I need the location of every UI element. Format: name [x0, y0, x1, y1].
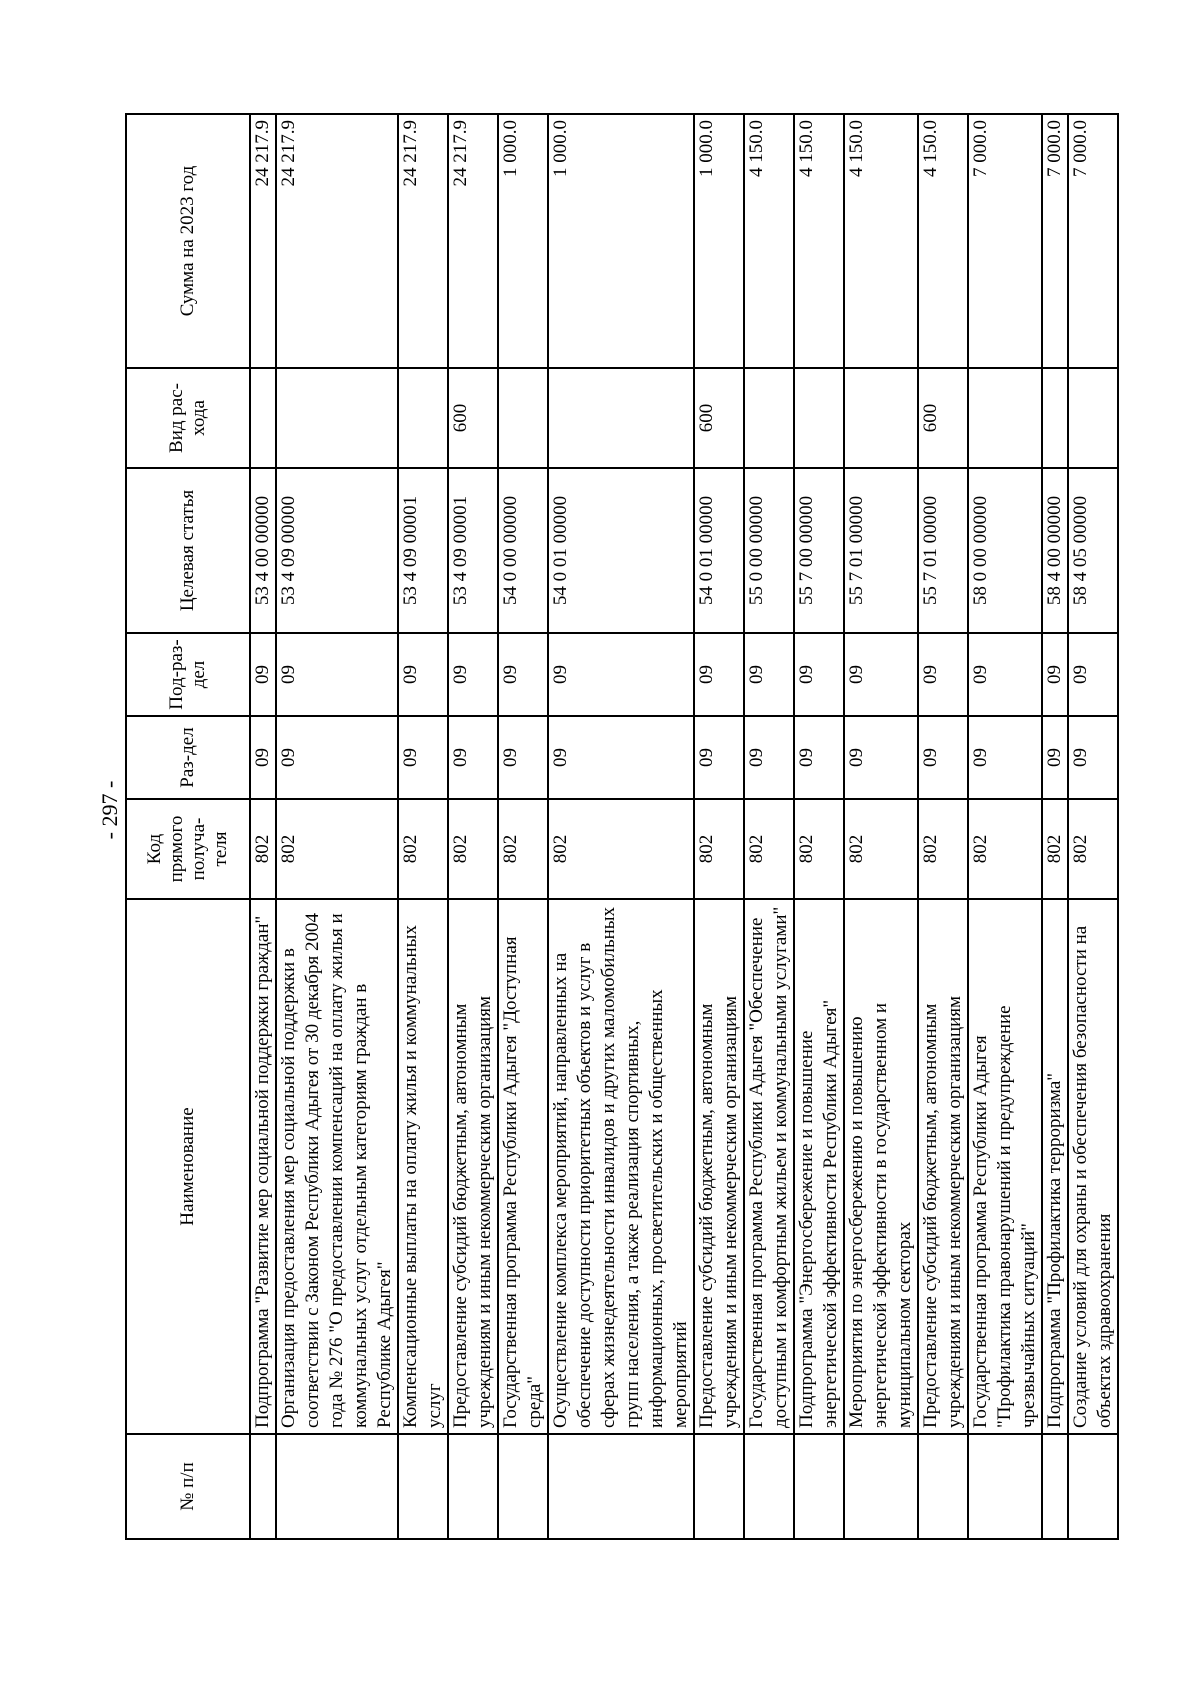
table-row	[694, 114, 744, 1539]
table-row	[548, 114, 694, 1539]
cell-subsection: 09	[844, 633, 918, 716]
cell-section: 09	[1068, 716, 1118, 799]
cell-article: 54 0 00 00000	[498, 468, 548, 633]
cell-article: 58 4 05 00000	[1068, 468, 1118, 633]
cell-article: 53 4 09 00001	[448, 468, 498, 633]
header-amount: Сумма на 2023 год	[126, 114, 250, 368]
table-row	[398, 114, 448, 1539]
cell-section: 09	[918, 716, 968, 799]
cell-name: Предоставление субсидий бюджетным, автономным учреждениям и иным некоммерческим организациям	[448, 899, 498, 1434]
table-row	[1042, 114, 1068, 1539]
table-row	[744, 114, 794, 1539]
cell-expense	[794, 368, 844, 468]
header-subsection: Под-раз-дел	[126, 633, 250, 716]
cell-num	[794, 1434, 844, 1539]
cell-amount: 4 150.0	[918, 114, 968, 368]
cell-num	[918, 1434, 968, 1539]
cell-article: 55 7 00 00000	[794, 468, 844, 633]
cell-article: 55 0 00 00000	[744, 468, 794, 633]
cell-section: 09	[744, 716, 794, 799]
cell-amount: 7 000.0	[1042, 114, 1068, 368]
cell-name: Создание условий для охраны и обеспечения безопасности на объектах здравоохранения	[1068, 899, 1118, 1434]
cell-section: 09	[548, 716, 694, 799]
cell-num	[968, 1434, 1042, 1539]
cell-section: 09	[498, 716, 548, 799]
table-row	[250, 114, 276, 1539]
cell-name: Государственная программа Республики Адыгея "Доступная среда"	[498, 899, 548, 1434]
cell-recipient: 802	[398, 799, 448, 899]
cell-subsection: 09	[276, 633, 398, 716]
cell-amount: 4 150.0	[844, 114, 918, 368]
cell-subsection: 09	[694, 633, 744, 716]
budget-table	[125, 113, 1119, 1540]
cell-num	[744, 1434, 794, 1539]
header-num: № п/п	[126, 1434, 250, 1539]
cell-section: 09	[398, 716, 448, 799]
cell-subsection: 09	[1042, 633, 1068, 716]
cell-amount: 1 000.0	[498, 114, 548, 368]
cell-section: 09	[250, 716, 276, 799]
cell-section: 09	[694, 716, 744, 799]
cell-amount: 7 000.0	[968, 114, 1042, 368]
table-row	[844, 114, 918, 1539]
cell-num	[276, 1434, 398, 1539]
table-row	[448, 114, 498, 1539]
cell-section: 09	[448, 716, 498, 799]
cell-subsection: 09	[1068, 633, 1118, 716]
cell-article: 53 4 09 00001	[398, 468, 448, 633]
header-recipient: Код прямого получа-теля	[126, 799, 250, 899]
cell-name: Государственная программа Республики Адыгея "Обеспечение доступным и комфортным жильем и коммунальными услугами"	[744, 899, 794, 1434]
cell-article: 58 4 00 00000	[1042, 468, 1068, 633]
cell-subsection: 09	[968, 633, 1042, 716]
cell-amount: 7 000.0	[1068, 114, 1118, 368]
header-name: Наименование	[126, 899, 250, 1434]
cell-section: 09	[844, 716, 918, 799]
cell-recipient: 802	[1042, 799, 1068, 899]
cell-num	[498, 1434, 548, 1539]
cell-name: Предоставление субсидий бюджетным, автономным учреждениям и иным некоммерческим организациям	[918, 899, 968, 1434]
cell-recipient: 802	[498, 799, 548, 899]
cell-expense	[1042, 368, 1068, 468]
header-article: Целевая статья	[126, 468, 250, 633]
table-row	[918, 114, 968, 1539]
cell-recipient: 802	[844, 799, 918, 899]
cell-recipient: 802	[918, 799, 968, 899]
table-body	[250, 114, 1118, 1539]
cell-recipient: 802	[1068, 799, 1118, 899]
cell-section: 09	[1042, 716, 1068, 799]
cell-amount: 1 000.0	[694, 114, 744, 368]
cell-name: Мероприятия по энергосбережению и повышению энергетической эффективности в государственном и муниципальном секторах	[844, 899, 918, 1434]
cell-name: Подпрограмма "Профилактика терроризма"	[1042, 899, 1068, 1434]
cell-amount: 1 000.0	[548, 114, 694, 368]
cell-recipient: 802	[276, 799, 398, 899]
cell-recipient: 802	[250, 799, 276, 899]
cell-section: 09	[968, 716, 1042, 799]
table-header-row	[126, 114, 250, 1539]
cell-amount: 4 150.0	[744, 114, 794, 368]
cell-expense	[276, 368, 398, 468]
cell-subsection: 09	[250, 633, 276, 716]
cell-expense	[844, 368, 918, 468]
cell-expense	[744, 368, 794, 468]
cell-num	[694, 1434, 744, 1539]
cell-recipient: 802	[448, 799, 498, 899]
cell-expense	[968, 368, 1042, 468]
cell-article: 55 7 01 00000	[844, 468, 918, 633]
cell-name: Государственная программа Республики Адыгея "Профилактика правонарушений и предупреждение чрезвычайных ситуаций"	[968, 899, 1042, 1434]
cell-amount: 4 150.0	[794, 114, 844, 368]
cell-section: 09	[794, 716, 844, 799]
table-row	[794, 114, 844, 1539]
cell-name: Осуществление комплекса мероприятий, направленных на обеспечение доступности приоритетных объектов и услуг в сферах жизнедеятельности инвалидов и других маломобильных групп населения, а также реализация спортивных, информационных, просветительских и общественных мероприятий	[548, 899, 694, 1434]
cell-article: 55 7 01 00000	[918, 468, 968, 633]
cell-amount: 24 217.9	[448, 114, 498, 368]
cell-num	[1068, 1434, 1118, 1539]
cell-num	[1042, 1434, 1068, 1539]
cell-recipient: 802	[968, 799, 1042, 899]
cell-subsection: 09	[448, 633, 498, 716]
budget-table-wrapper	[125, 115, 1115, 1540]
cell-subsection: 09	[744, 633, 794, 716]
document-rotated-area	[125, 115, 1115, 1540]
table-row	[1068, 114, 1118, 1539]
cell-section: 09	[276, 716, 398, 799]
cell-num	[448, 1434, 498, 1539]
cell-name: Компенсационные выплаты на оплату жилья и коммунальных услуг	[398, 899, 448, 1434]
table-row	[968, 114, 1042, 1539]
cell-expense	[398, 368, 448, 468]
cell-num	[250, 1434, 276, 1539]
cell-subsection: 09	[548, 633, 694, 716]
table-row	[498, 114, 548, 1539]
cell-expense	[548, 368, 694, 468]
cell-expense: 600	[918, 368, 968, 468]
cell-amount: 24 217.9	[398, 114, 448, 368]
cell-name: Подпрограмма "Энергосбережение и повышение энергетической эффективности Республики Адыгея"	[794, 899, 844, 1434]
cell-article: 53 4 00 00000	[250, 468, 276, 633]
cell-expense: 600	[694, 368, 744, 468]
header-expense: Вид рас-хода	[126, 368, 250, 468]
cell-name: Подпрограмма "Развитие мер социальной поддержки граждан"	[250, 899, 276, 1434]
cell-name: Организация предоставления мер социальной поддержки в соответствии с Законом Республики Адыгея от 30 декабря 2004 года № 276 "О предоставлении компенсаций на оплату жилья и коммунальных услуг отдельным категориям граждан в Республике Адыгея"	[276, 899, 398, 1434]
cell-recipient: 802	[744, 799, 794, 899]
cell-num	[398, 1434, 448, 1539]
cell-recipient: 802	[548, 799, 694, 899]
cell-subsection: 09	[498, 633, 548, 716]
page-number: - 297 -	[97, 780, 122, 840]
cell-amount: 24 217.9	[276, 114, 398, 368]
cell-subsection: 09	[398, 633, 448, 716]
cell-subsection: 09	[918, 633, 968, 716]
cell-name: Предоставление субсидий бюджетным, автономным учреждениям и иным некоммерческим организациям	[694, 899, 744, 1434]
cell-recipient: 802	[794, 799, 844, 899]
cell-expense: 600	[448, 368, 498, 468]
cell-article: 53 4 09 00000	[276, 468, 398, 633]
cell-expense	[498, 368, 548, 468]
cell-amount: 24 217.9	[250, 114, 276, 368]
cell-article: 54 0 01 00000	[548, 468, 694, 633]
cell-num	[548, 1434, 694, 1539]
cell-num	[844, 1434, 918, 1539]
table-row	[276, 114, 398, 1539]
cell-expense	[1068, 368, 1118, 468]
cell-subsection: 09	[794, 633, 844, 716]
header-section: Раз-дел	[126, 716, 250, 799]
cell-expense	[250, 368, 276, 468]
cell-article: 58 0 00 00000	[968, 468, 1042, 633]
cell-recipient: 802	[694, 799, 744, 899]
cell-article: 54 0 01 00000	[694, 468, 744, 633]
